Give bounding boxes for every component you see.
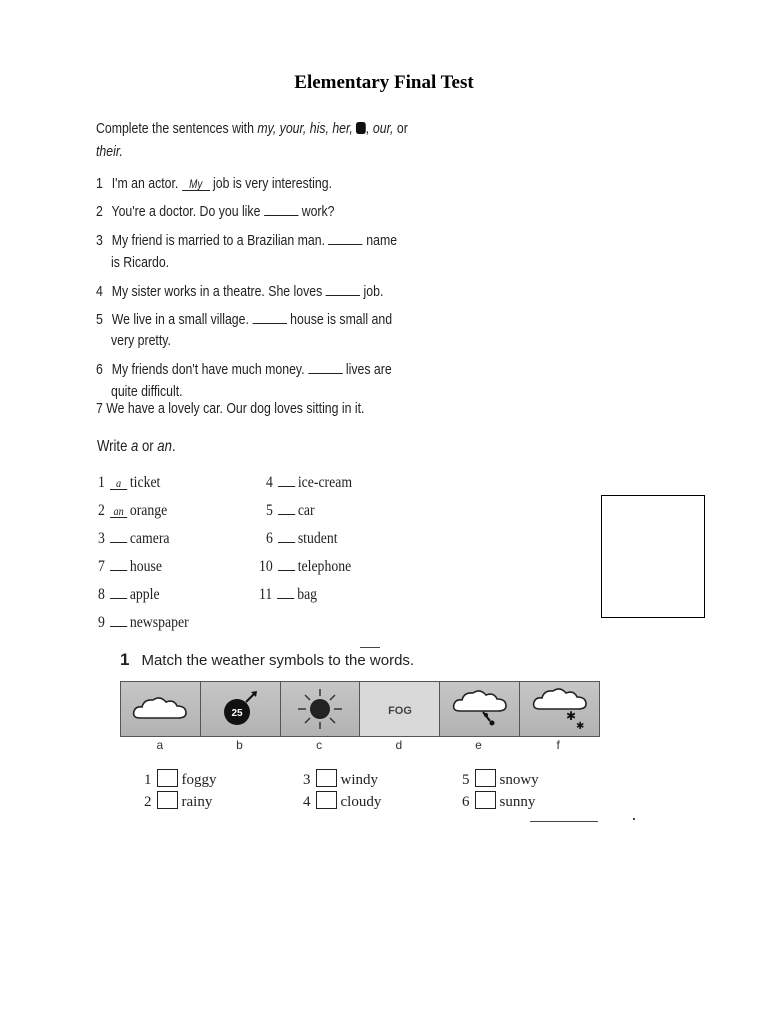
item-number: 6 <box>96 361 103 378</box>
answer-checkbox[interactable] <box>157 769 178 787</box>
article-item <box>266 474 352 492</box>
item-word: apple <box>129 586 160 603</box>
article-item <box>266 530 338 548</box>
item-number: 5 <box>96 311 103 328</box>
answer-blank[interactable]: a <box>110 477 127 490</box>
answer-blank[interactable] <box>110 570 127 571</box>
item-number: 1 <box>96 175 103 192</box>
page-title: Elementary Final Test <box>294 72 474 93</box>
weather-word: rainy <box>181 794 213 810</box>
item-number: 6 <box>266 530 273 547</box>
item-number: 8 <box>98 586 105 603</box>
article-item <box>98 558 162 576</box>
weather-instruction <box>120 650 414 670</box>
sentence-after: job. <box>363 283 384 300</box>
weather-cell-e <box>440 682 520 736</box>
answer-checkbox[interactable] <box>316 769 337 787</box>
item-word: orange <box>129 502 168 519</box>
weather-word-item <box>144 791 212 811</box>
answer-blank[interactable] <box>278 486 295 487</box>
svg-text:✱: ✱ <box>565 709 576 723</box>
sentence-after: work? <box>301 203 335 220</box>
instruction-text: Complete the sentences with <box>96 120 258 137</box>
weather-cell-a <box>121 682 201 736</box>
item-word: newspaper <box>129 614 189 631</box>
item-number: 7 <box>98 558 105 575</box>
article-item <box>98 502 167 520</box>
answer-checkbox[interactable] <box>475 769 496 787</box>
item-number: 4 <box>266 474 273 491</box>
item-number: 11 <box>259 586 273 603</box>
thermometer-25-icon <box>216 689 264 729</box>
exercise-number: 1 <box>120 650 130 669</box>
weather-cell-f <box>520 682 599 736</box>
answer-blank[interactable] <box>278 514 295 515</box>
answer-blank[interactable] <box>277 598 294 599</box>
instruction-words-2: , our, <box>366 120 394 137</box>
symbol-letters <box>120 738 598 752</box>
item-number: 6 <box>462 794 470 810</box>
weather-word-item <box>303 791 381 811</box>
sentence-item <box>96 203 335 220</box>
item-word: house <box>129 558 162 575</box>
item-number: 9 <box>98 614 105 631</box>
article-item <box>98 586 160 604</box>
sentence-before: My friends don't have much money. <box>111 361 305 378</box>
answer-blank[interactable] <box>326 295 360 296</box>
sentence-item <box>96 361 392 378</box>
item-number: 4 <box>96 283 103 300</box>
sun-icon <box>292 687 348 731</box>
answer-blank[interactable] <box>308 373 342 374</box>
answer-blank[interactable] <box>110 626 127 627</box>
cloud-icon <box>130 694 190 724</box>
weather-word-item <box>303 769 378 789</box>
item-number: 2 <box>96 203 103 220</box>
divider-line <box>360 647 380 648</box>
smudge-mark <box>356 122 366 134</box>
sentence-line2: very pretty. <box>111 332 171 349</box>
instruction-a: a <box>131 438 139 455</box>
article-item <box>98 474 160 492</box>
instruction-or: or <box>138 438 158 455</box>
weather-word: sunny <box>499 794 536 810</box>
sentence-line2: quite difficult. <box>111 383 183 400</box>
svg-text:✱: ✱ <box>575 721 584 732</box>
weather-symbols-strip <box>120 681 600 737</box>
item-word: bag <box>297 586 318 603</box>
answer-blank[interactable] <box>328 244 362 245</box>
divider-line <box>530 821 598 822</box>
temperature-badge: 25 <box>231 708 243 719</box>
articles-instruction <box>97 438 176 456</box>
item-word: ice-cream <box>297 474 353 491</box>
item-word: ticket <box>129 474 161 491</box>
symbol-letter: c <box>316 738 323 752</box>
instruction-end: . <box>171 438 176 455</box>
answer-blank[interactable] <box>110 542 127 543</box>
article-item <box>98 614 189 632</box>
item-number: 1 <box>98 474 105 491</box>
weather-word: foggy <box>181 772 217 788</box>
sentence-before: My friend is married to a Brazilian man. <box>111 232 325 249</box>
item-number: 1 <box>144 772 152 788</box>
fog-icon <box>370 694 430 724</box>
symbol-letter: e <box>475 738 482 752</box>
weather-word-item <box>462 791 535 811</box>
item-number: 2 <box>144 794 152 810</box>
weather-cell-c <box>281 682 361 736</box>
symbol-letter: d <box>395 738 403 752</box>
answer-blank[interactable]: My <box>182 178 210 191</box>
rain-cloud-icon <box>450 687 510 731</box>
item-number: 4 <box>303 794 311 810</box>
symbol-letter: b <box>236 738 243 752</box>
answer-blank[interactable]: an <box>110 505 127 518</box>
answer-blank[interactable] <box>110 598 127 599</box>
snow-cloud-icon <box>530 687 590 731</box>
cropped-text: 7 We have a lovely car. Our dog loves sitting in it. <box>96 400 365 417</box>
sentence-after: house is small and <box>290 311 393 328</box>
item-word: telephone <box>297 558 352 575</box>
answer-checkbox[interactable] <box>157 791 178 809</box>
instruction-words: my, your, his, her, <box>257 120 357 137</box>
item-number: 5 <box>266 502 273 519</box>
symbol-letter: a <box>156 738 164 752</box>
weather-cell-b <box>201 682 281 736</box>
weather-word: cloudy <box>340 794 382 810</box>
sentence-after: name <box>366 232 398 249</box>
item-number: 2 <box>98 502 105 519</box>
item-number: 3 <box>98 530 105 547</box>
weather-word-item <box>144 769 217 789</box>
answer-blank[interactable] <box>278 542 295 543</box>
item-number: 10 <box>259 558 273 575</box>
dot-mark <box>633 818 635 820</box>
sentence-item <box>96 311 392 328</box>
symbol-letter: f <box>556 738 560 752</box>
weather-cell-d <box>360 682 440 736</box>
sentence-item <box>96 232 397 249</box>
item-number: 5 <box>462 772 470 788</box>
answer-checkbox[interactable] <box>475 791 496 809</box>
sentence-line2: is Ricardo. <box>111 254 170 271</box>
article-item <box>266 502 315 520</box>
sentence-after: lives are <box>345 361 392 378</box>
answer-blank[interactable] <box>252 323 286 324</box>
sentence-item <box>96 175 332 192</box>
sentence-before: We live in a small village. <box>111 311 249 328</box>
answer-checkbox[interactable] <box>316 791 337 809</box>
item-word: student <box>297 530 338 547</box>
item-number: 3 <box>96 232 103 249</box>
answer-blank[interactable] <box>278 570 295 571</box>
fog-label: FOG <box>387 705 412 717</box>
empty-box <box>601 495 705 618</box>
possessives-instruction <box>96 120 408 137</box>
article-item <box>259 586 317 604</box>
sentence-after: job is very interesting. <box>213 175 333 192</box>
sentence-before: I'm an actor. <box>111 175 179 192</box>
weather-word: snowy <box>499 772 539 788</box>
answer-blank[interactable] <box>264 215 298 216</box>
weather-word-item <box>462 769 539 789</box>
sentence-before: You're a doctor. Do you like <box>111 203 261 220</box>
sentence-item <box>96 283 383 300</box>
article-item <box>98 530 170 548</box>
instruction-or: or <box>393 120 408 137</box>
possessives-instruction-line2: their. <box>96 143 123 160</box>
sentence-before: My sister works in a theatre. She loves <box>111 283 323 300</box>
instruction-text: Write <box>97 438 132 455</box>
item-word: camera <box>129 530 170 547</box>
article-item <box>259 558 351 576</box>
instruction-text: Match the weather symbols to the words. <box>141 652 415 669</box>
item-word: car <box>297 502 315 519</box>
item-number: 3 <box>303 772 311 788</box>
cropped-line <box>96 400 365 417</box>
instruction-an: an <box>157 438 172 455</box>
weather-word: windy <box>340 772 378 788</box>
